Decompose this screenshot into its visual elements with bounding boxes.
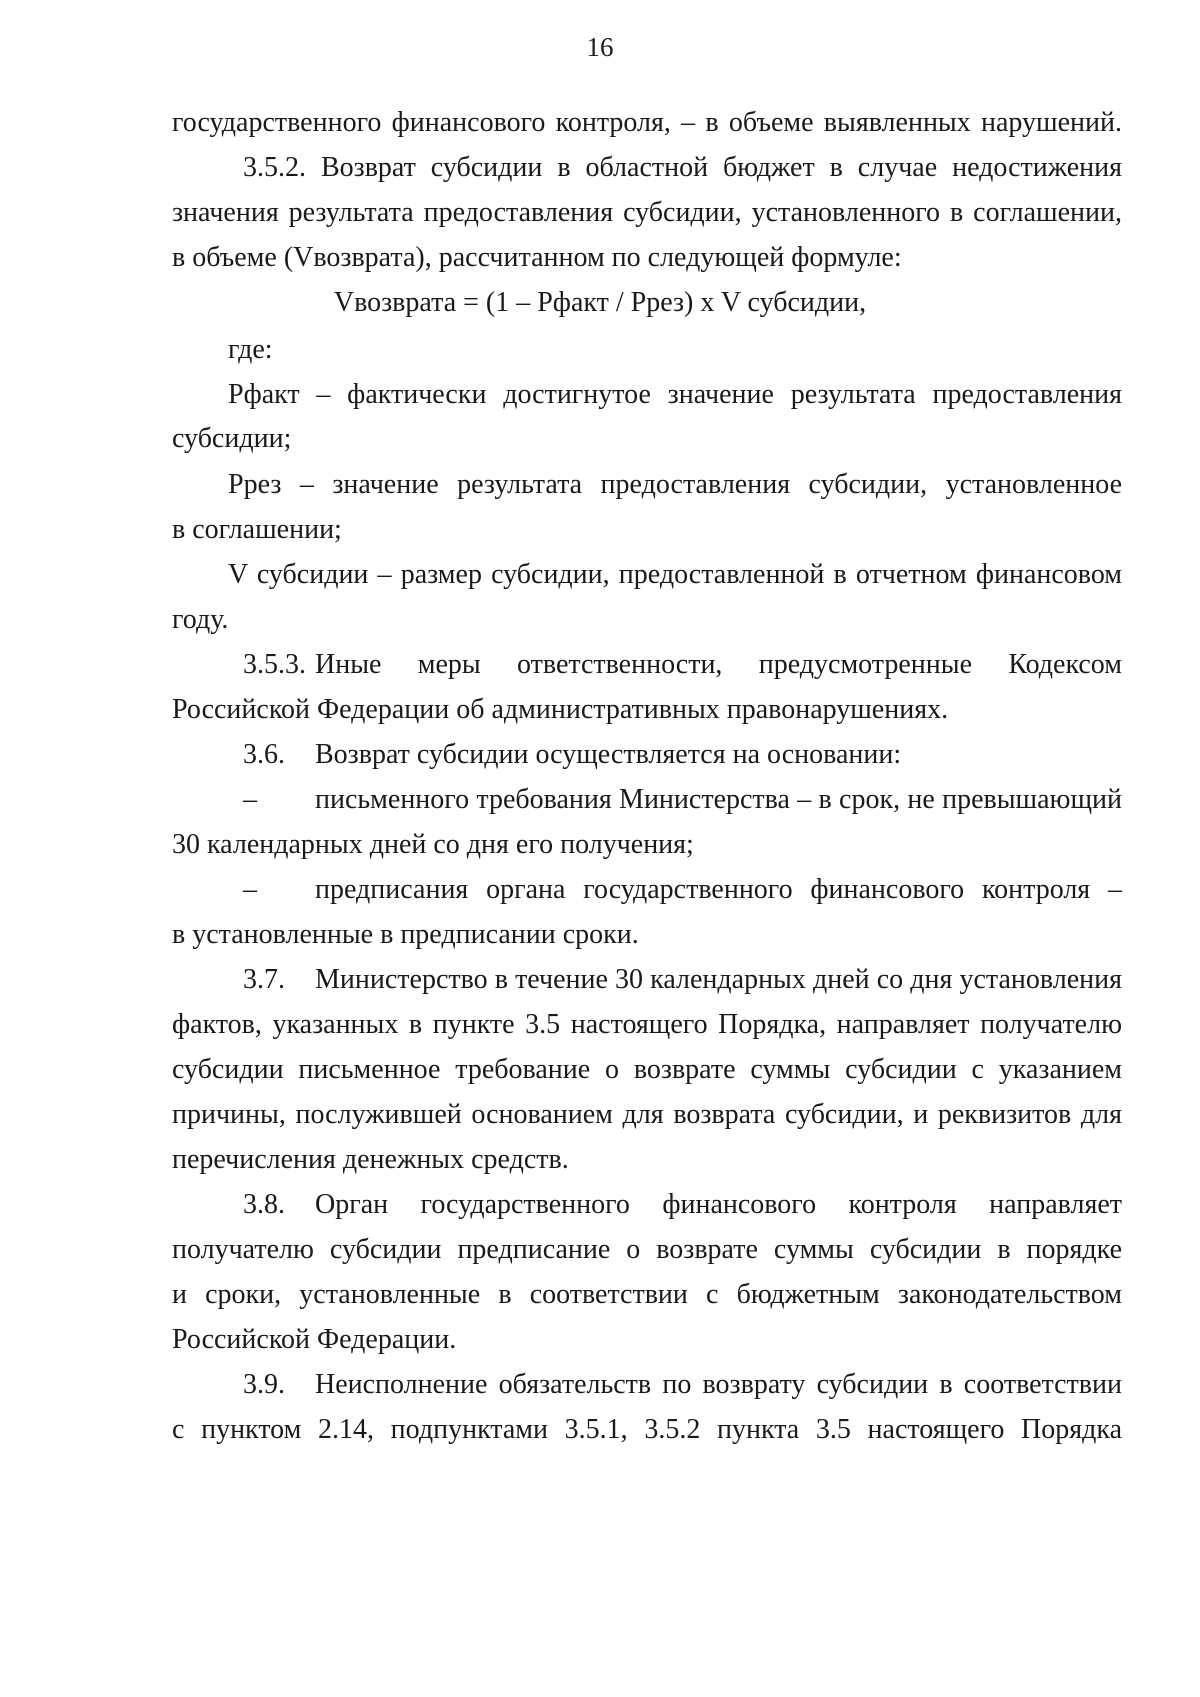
- clause-number: 3.5.3.: [243, 649, 306, 680]
- list-item: [243, 782, 1122, 818]
- clause-39: [243, 1367, 1122, 1403]
- clause-353: [243, 647, 1122, 683]
- text-line: V субсидии – размер субсидии, предоставленной в отчетном финансовом: [228, 559, 1122, 590]
- text-line: Неисполнение обязательств по возврату субсидии в соответствии: [315, 1369, 1122, 1400]
- text-line: получателю субсидии предписание о возврате суммы субсидии в порядке: [172, 1234, 1122, 1265]
- text-line: Российской Федерации.: [172, 1324, 457, 1355]
- text-line: в установленные в предписании сроки.: [172, 919, 639, 950]
- page-number: 16: [586, 32, 614, 62]
- text-line: Pфакт – фактически достигнутое значение результата предоставления: [228, 379, 1122, 410]
- text-line: Ррез – значение результата предоставления субсидии, установленное: [228, 469, 1122, 500]
- clause-number: 3.8.: [243, 1189, 285, 1220]
- clause-number: 3.6.: [243, 739, 285, 770]
- text-line: году.: [172, 604, 229, 635]
- formula: Vвозврата = (1 – Pфакт / Ррез) x V субсидии,: [333, 287, 867, 318]
- list-dash: –: [243, 784, 257, 815]
- text-line: субсидии;: [172, 423, 292, 454]
- clause-37: [243, 962, 1122, 998]
- text-line: фактов, указанных в пункте 3.5 настоящего Порядка, направляет получателю: [172, 1009, 1122, 1040]
- list-item: [243, 872, 1122, 908]
- text-line: предписания органа государственного финансового контроля –: [315, 874, 1122, 905]
- clause-38: [243, 1187, 1122, 1223]
- text-line: где:: [228, 334, 273, 365]
- text-line: перечисления денежных средств.: [172, 1144, 569, 1175]
- text-line: Орган государственного финансового контроля направляет: [315, 1189, 1122, 1220]
- clause-number: 3.7.: [243, 964, 285, 995]
- clause-36: [243, 737, 1122, 773]
- text-line: Министерство в течение 30 календарных дней со дня установления: [315, 964, 1122, 995]
- text-line: в объеме (Vвозврата), рассчитанном по следующей формуле:: [172, 242, 902, 273]
- text-line: Возврат субсидии осуществляется на основании:: [315, 739, 902, 770]
- text-line: Иные меры ответственности, предусмотренные Кодексом: [315, 649, 1122, 680]
- text-line: 30 календарных дней со дня его получения;: [172, 829, 694, 860]
- clause-number: 3.9.: [243, 1369, 285, 1400]
- text-line: субсидии письменное требование о возврате суммы субсидии с указанием: [172, 1054, 1122, 1085]
- list-dash: –: [243, 874, 257, 905]
- text-line: причины, послужившей основанием для возврата субсидии, и реквизитов для: [172, 1099, 1122, 1130]
- text-line: письменного требования Министерства – в срок, не превышающий: [315, 784, 1122, 815]
- text-line: 3.5.2. Возврат субсидии в областной бюджет в случае недостижения: [243, 152, 1122, 183]
- text-line: с пунктом 2.14, подпунктами 3.5.1, 3.5.2 пункта 3.5 настоящего Порядка: [172, 1414, 1122, 1445]
- text-line: государственного финансового контроля, – в объеме выявленных нарушений.: [172, 107, 1122, 138]
- text-line: значения результата предоставления субсидии, установленного в соглашении,: [172, 197, 1122, 228]
- text-line: и сроки, установленные в соответствии с бюджетным законодательством: [172, 1279, 1122, 1310]
- text-line: Российской Федерации об административных правонарушениях.: [172, 694, 949, 725]
- text-line: в соглашении;: [172, 514, 342, 545]
